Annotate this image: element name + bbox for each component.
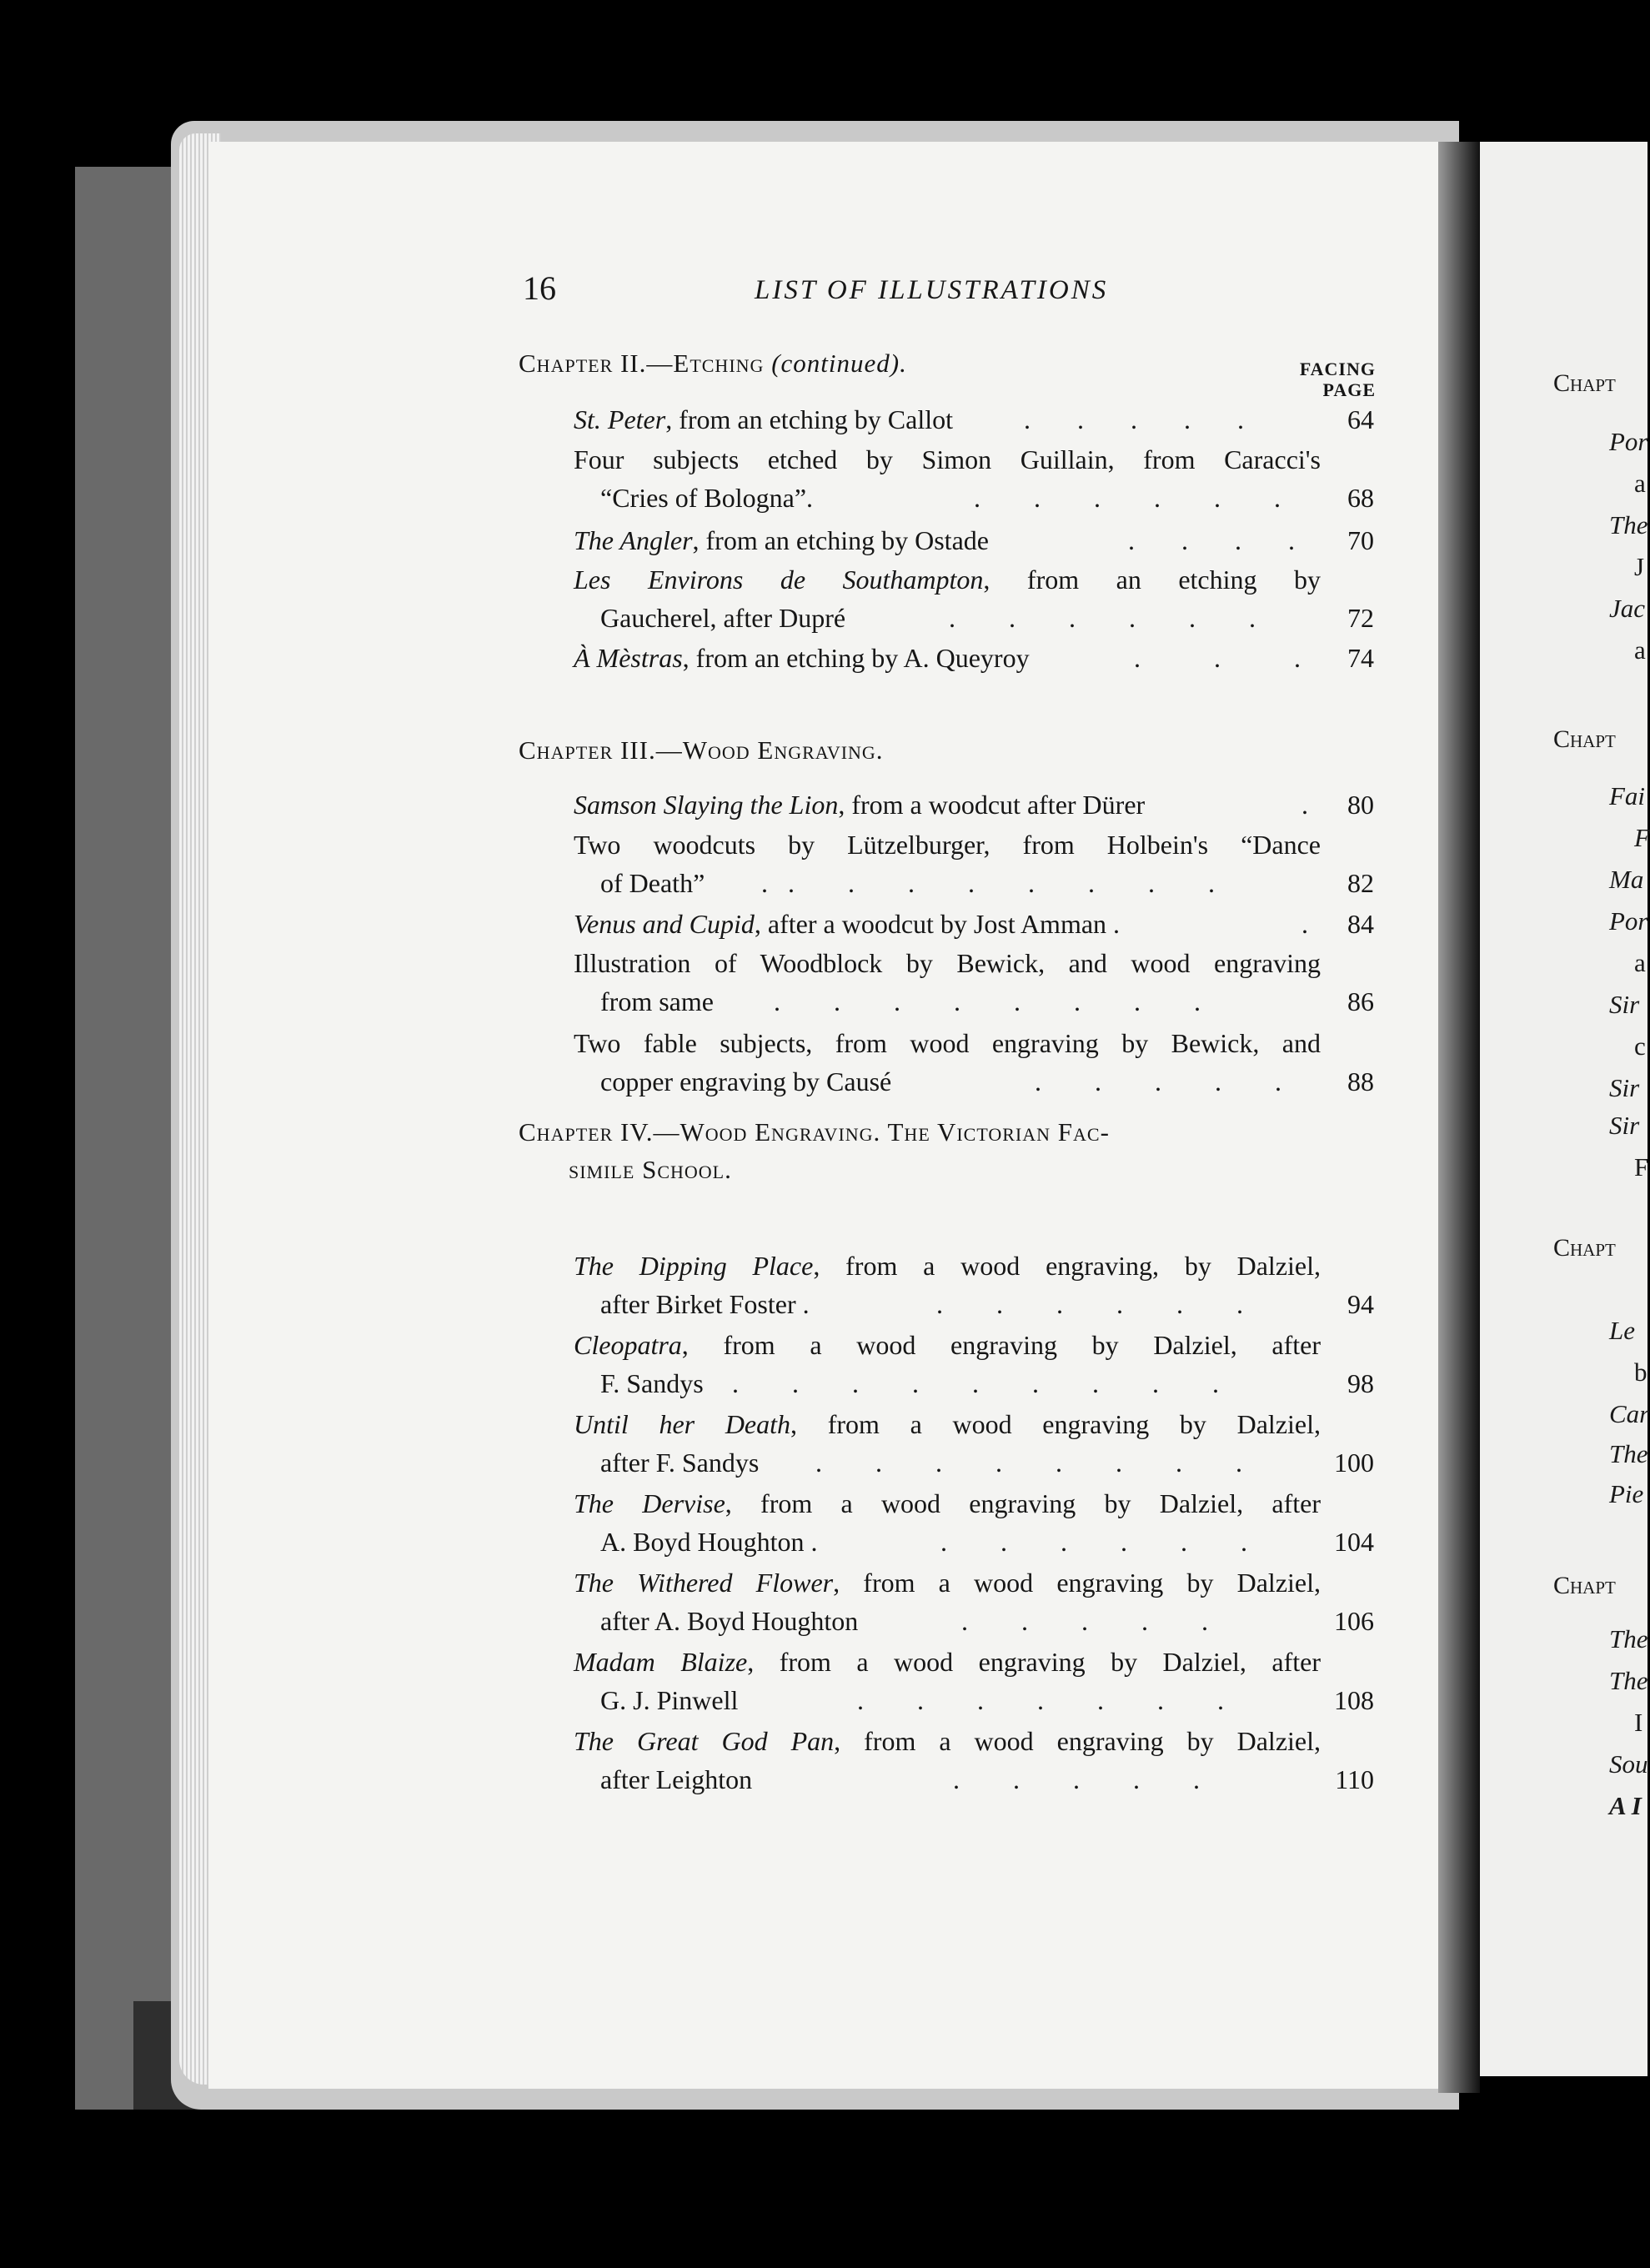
list-item: Venus and Cupid, after a woodcut by Jost Amman . . 84 <box>574 905 1374 943</box>
facing-fragment: Chapt <box>1553 1234 1616 1262</box>
list-item: St. Peter, from an etching by Callot . . . . . 64 <box>574 400 1374 439</box>
page-ref: 74 <box>1347 643 1374 673</box>
illustration-desc: after A. Boyd Houghton <box>600 1606 859 1636</box>
list-item: Cleopatra, from a wood engraving by Dalziel, after F. Sandys . . . . . . . . . 98 <box>574 1326 1374 1402</box>
facing-fragment: Chapt <box>1553 1572 1616 1599</box>
illustration-desc: , from a wood engraving by Dalziel, <box>790 1409 1321 1439</box>
illustration-desc: , from a wood engraving by Dalziel, <box>834 1726 1322 1756</box>
illustration-desc: , from a wood engraving by Dalziel, <box>833 1568 1322 1598</box>
list-item: The Dipping Place, from a wood engraving, by Dalziel, after Birket Foster . . . . . . . 94 <box>574 1247 1374 1323</box>
facing-fragment: The <box>1609 1666 1648 1695</box>
illustration-desc: after F. Sandys <box>600 1448 760 1478</box>
illustration-desc: of Death” <box>600 868 705 898</box>
illustration-desc: , from an etching by Callot <box>665 404 953 434</box>
list-item: The Great God Pan, from a wood engraving by Dalziel, after Leighton . . . . . 110 <box>574 1722 1374 1799</box>
list-item: Four subjects etched by Simon Guillain, from Caracci's “Cries of Bologna”. . . . . . . 68 <box>574 440 1374 517</box>
illustration-desc: after Birket Foster . <box>600 1289 810 1319</box>
illustration-desc: , from an etching by <box>983 564 1321 595</box>
page-ref: 98 <box>1347 1368 1374 1398</box>
facing-fragment: A I <box>1609 1791 1642 1820</box>
chapter-title: Chapter IV.—Wood Engraving. The Victorian Fac- <box>519 1117 1110 1147</box>
list-item: Les Environs de Southampton, from an etching by Gaucherel, after Dupré . . . . . . 72 <box>574 560 1374 637</box>
facing-fragment: Jac <box>1609 594 1646 623</box>
illustration-desc: Gaucherel, after Dupré <box>600 603 846 633</box>
illustration-title: Until her Death <box>574 1409 791 1439</box>
page-ref: 86 <box>1347 986 1374 1016</box>
page-ref: 80 <box>1347 790 1374 820</box>
illustration-desc: “Cries of Bologna”. <box>600 483 814 513</box>
page-ref: 106 <box>1334 1606 1374 1636</box>
illustration-title: À Mèstras <box>574 643 683 673</box>
facing-fragment: I <box>1634 1708 1643 1737</box>
list-item: Two fable subjects, from wood engraving by Bewick, and copper engraving by Causé . . . . . 88 <box>574 1024 1374 1101</box>
list-item: Samson Slaying the Lion, from a woodcut after Dürer . 80 <box>574 785 1374 824</box>
page-ref: 64 <box>1347 404 1374 434</box>
illustration-title: The Angler <box>574 525 693 555</box>
list-item: The Withered Flower, from a wood engraving by Dalziel, after A. Boyd Houghton . . . . . 106 <box>574 1563 1374 1640</box>
illustration-desc: Four subjects etched by Simon Guillain, from Caracci's <box>574 444 1321 474</box>
illustration-desc: Illustration of Woodblock by Bewick, and wood engraving <box>574 948 1321 978</box>
illustration-title: The Withered Flower <box>574 1568 834 1598</box>
list-item: Until her Death, from a wood engraving by Dalziel, after F. Sandys . . . . . . . . 100 <box>574 1405 1374 1482</box>
facing-fragment: a <box>1634 469 1646 498</box>
illustration-desc: copper engraving by Causé <box>600 1066 892 1096</box>
illustration-desc: , from an etching by A. Queyroy <box>682 643 1030 673</box>
illustration-desc: , from a wood engraving by Dalziel, after <box>747 1647 1322 1677</box>
page-ref: 110 <box>1335 1764 1374 1794</box>
facing-fragment: J <box>1634 552 1645 581</box>
illustration-desc: , from a wood engraving, by Dalziel, <box>813 1251 1322 1281</box>
illustration-title: Cleopatra <box>574 1330 682 1360</box>
illustration-title: The Great God Pan <box>574 1726 835 1756</box>
illustration-desc: , from a woodcut after Dürer <box>838 790 1146 820</box>
list-item: The Dervise, from a wood engraving by Dalziel, after A. Boyd Houghton . . . . . . . 104 <box>574 1484 1374 1561</box>
illustration-title: Madam Blaize <box>574 1647 748 1677</box>
list-item: Madam Blaize, from a wood engraving by Dalziel, after G. J. Pinwell . . . . . . . 108 <box>574 1643 1374 1719</box>
facing-fragment: Le <box>1609 1316 1635 1345</box>
facing-fragment: Sir <box>1609 1073 1640 1102</box>
page-ref: 70 <box>1347 525 1374 555</box>
facing-fragment: Sou <box>1609 1749 1648 1779</box>
facing-fragment: Pie <box>1609 1479 1644 1508</box>
page-ref: 82 <box>1347 868 1374 898</box>
book-gutter <box>1438 142 1480 2093</box>
facing-fragment: Sir <box>1609 990 1640 1019</box>
running-head: LIST OF ILLUSTRATIONS <box>755 275 1109 305</box>
chapter-heading <box>519 1117 1319 1184</box>
facing-fragment: Fai <box>1609 781 1646 810</box>
illustration-title: Venus and Cupid <box>574 909 755 939</box>
page-number: 16 <box>523 269 556 307</box>
facing-fragment: Ma <box>1609 865 1644 894</box>
chapter-suffix: (continued). <box>771 349 907 378</box>
facing-fragment: Chapt <box>1553 725 1616 753</box>
illustration-desc: , from a wood engraving by Dalziel, after <box>725 1488 1322 1518</box>
page-ref: 88 <box>1347 1066 1374 1096</box>
page-ref: 84 <box>1347 909 1374 939</box>
page-ref: 68 <box>1347 483 1374 513</box>
facing-fragment: F <box>1634 823 1650 852</box>
chapter-heading <box>519 349 907 379</box>
facing-fragment: The <box>1609 510 1648 539</box>
illustration-desc: from same <box>600 986 714 1016</box>
chapter-title: Chapter III.—Wood Engraving. <box>519 735 884 765</box>
facing-fragment: Por <box>1609 906 1648 936</box>
facing-fragment: a <box>1634 635 1646 665</box>
page-ref: 72 <box>1347 603 1374 633</box>
list-item: The Angler, from an etching by Ostade . . . . 70 <box>574 521 1374 559</box>
facing-fragment: The <box>1609 1439 1648 1468</box>
illustration-title: Les Environs de Southampton <box>574 564 984 595</box>
chapter-title-line2: simile School. <box>569 1155 732 1184</box>
illustration-desc: A. Boyd Houghton . <box>600 1527 818 1557</box>
illustration-desc: G. J. Pinwell <box>600 1685 739 1715</box>
facing-label-line2: PAGE <box>1322 379 1376 400</box>
page-ref: 94 <box>1347 1289 1374 1319</box>
illustration-desc: , from an etching by Ostade <box>692 525 989 555</box>
facing-label-line1: FACING <box>1299 359 1376 379</box>
page-ref: 108 <box>1334 1685 1374 1715</box>
left-shadow <box>75 167 175 2110</box>
page-ref: 104 <box>1334 1527 1374 1557</box>
illustration-title: St. Peter <box>574 404 666 434</box>
illustration-desc: F. Sandys <box>600 1368 704 1398</box>
illustration-desc: Two fable subjects, from wood engraving by Bewick, and <box>574 1028 1321 1058</box>
chapter-title: Chapter II.—Etching <box>519 349 765 378</box>
facing-fragment: The <box>1609 1624 1648 1653</box>
illustration-desc: after Leighton <box>600 1764 753 1794</box>
facing-fragment: Chapt <box>1553 369 1616 397</box>
illustration-title: The Dervise <box>574 1488 725 1518</box>
facing-fragment: Car <box>1609 1399 1650 1428</box>
chapter-heading <box>519 735 884 765</box>
facing-fragment: c <box>1634 1031 1646 1061</box>
facing-fragment: Sir <box>1609 1111 1640 1140</box>
list-item: À Mèstras, from an etching by A. Queyroy . . . 74 <box>574 639 1374 677</box>
page-ref: 100 <box>1334 1448 1374 1478</box>
facing-fragment: Por <box>1609 427 1648 456</box>
facing-page-label <box>1267 359 1376 400</box>
list-item: Illustration of Woodblock by Bewick, and wood engraving from same . . . . . . . . 86 <box>574 944 1374 1021</box>
illustration-title: The Dipping Place <box>574 1251 814 1281</box>
illustration-title: Samson Slaying the Lion <box>574 790 839 820</box>
illustration-desc: , after a woodcut by Jost Amman . <box>754 909 1121 939</box>
right-page <box>1480 142 1650 2076</box>
facing-fragment: F <box>1634 1152 1649 1182</box>
list-item: Two woodcuts by Lützelburger, from Holbein's “Dance of Death” . . . . . . . . . 82 <box>574 825 1374 902</box>
facing-fragment: a <box>1634 948 1646 977</box>
illustration-desc: , from a wood engraving by Dalziel, after <box>681 1330 1321 1360</box>
facing-fragment: b <box>1634 1357 1647 1387</box>
illustration-desc: Two woodcuts by Lützelburger, from Holbein's “Dance <box>574 830 1321 860</box>
